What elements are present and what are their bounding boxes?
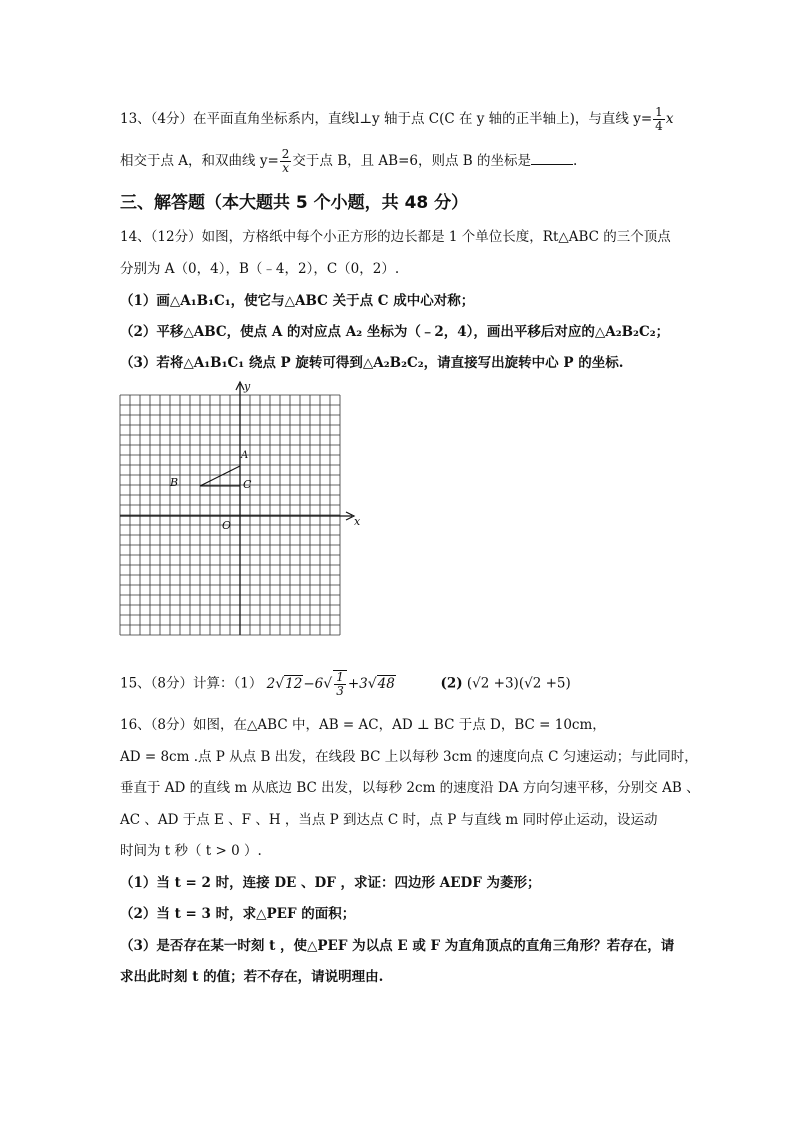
q16-line5: 时间为 t 秒（ t > 0 ）. (120, 843, 262, 859)
q16-line3: 垂直于 AD 的直线 m 从底边 BC 出发，以每秒 2cm 的速度沿 DA 方向匀速平移，分别交 AB 、 (120, 780, 700, 796)
q16-part4: 求出此时刻 t 的值；若不存在，请说明理由. (120, 969, 384, 985)
q16-line4: AC 、AD 于点 E 、F 、H ，当点 P 到达点 C 时，点 P 与直线 m 同时停止运动，设运动 (120, 812, 658, 828)
label-y: y (244, 380, 251, 393)
q14-line2: 分别为 A（0，4），B（﹣4，2），C（0，2）. (120, 261, 400, 277)
q15-expression-2: (√2 +3)(√2 +5) (466, 675, 571, 692)
q14-line1: 14、（12分）如图，方格纸中每个小正方形的边长都是 1 个单位长度，Rt△ABC 的三个顶点 (120, 229, 671, 245)
fraction-one-quarter: $\frac{1}{4}$ (655, 105, 663, 133)
grid-lines (120, 395, 340, 635)
label-b: B (170, 476, 179, 489)
q16-line1: 16、（8分）如图，在△ABC 中，AB = AC，AD ⊥ BC 于点 D，BC = 10cm， (120, 717, 606, 733)
label-x: x (354, 515, 361, 528)
q13-line1: 13、（4分）在平面直角坐标系内，直线l⊥y 轴于点 C(C 在 y 轴的正半轴上)，与直线 y= $\frac{1}{4}$ x (120, 105, 674, 133)
q13-line2: 相交于点 A，和双曲线 y= $\frac{2}{x}$ 交于点 B，且 AB=6，则点 B 的坐标是 . (120, 147, 578, 175)
fraction-two-over-x: $\frac{2}{x}$ (281, 147, 290, 175)
label-a: A (241, 450, 249, 461)
label-c: C (243, 478, 252, 491)
section-heading: 三、解答题（本大题共 5 个小题，共 48 分） (120, 193, 469, 213)
q14-part3: （3）若将△A₁B₁C₁ 绕点 P 旋转可得到△A₂B₂C₂，请直接写出旋转中心 P 的坐标. (120, 355, 624, 371)
label-origin: O (222, 519, 232, 532)
q16-line2: AD = 8cm .点 P 从点 B 出发，在线段 BC 上以每秒 3cm 的速度向点 C 匀速运动；与此同时， (120, 749, 698, 765)
q16-part2: （2）当 t = 3 时，求△PEF 的面积； (120, 906, 356, 922)
q14-part2: （2）平移△ABC，使点 A 的对应点 A₂ 坐标为（﹣2，4），画出平移后对应的△A₂B₂C₂； (120, 324, 670, 340)
q16-part1: （1）当 t = 2 时，连接 DE 、DF ，求证：四边形 AEDF 为菱形； (120, 875, 541, 891)
q14-part1: （1）画△A₁B₁C₁，使它与△ABC 关于点 C 成中心对称； (120, 293, 475, 309)
coordinate-grid-figure (110, 380, 370, 642)
answer-blank (531, 150, 573, 165)
q16-part3: （3）是否存在某一时刻 t ，使△PEF 为以点 E 或 F 为直角顶点的直角三角形？若存在，请 (120, 938, 675, 954)
q15-expression-1: 2√12−6√ $\frac{1}{3}$ +3√48 (266, 670, 395, 698)
q15-line: 15、（8分）计算：（1） 2√12−6√ $\frac{1}{3}$ +3√48 (2) (√2 +3)(√2 +5) (120, 670, 571, 698)
